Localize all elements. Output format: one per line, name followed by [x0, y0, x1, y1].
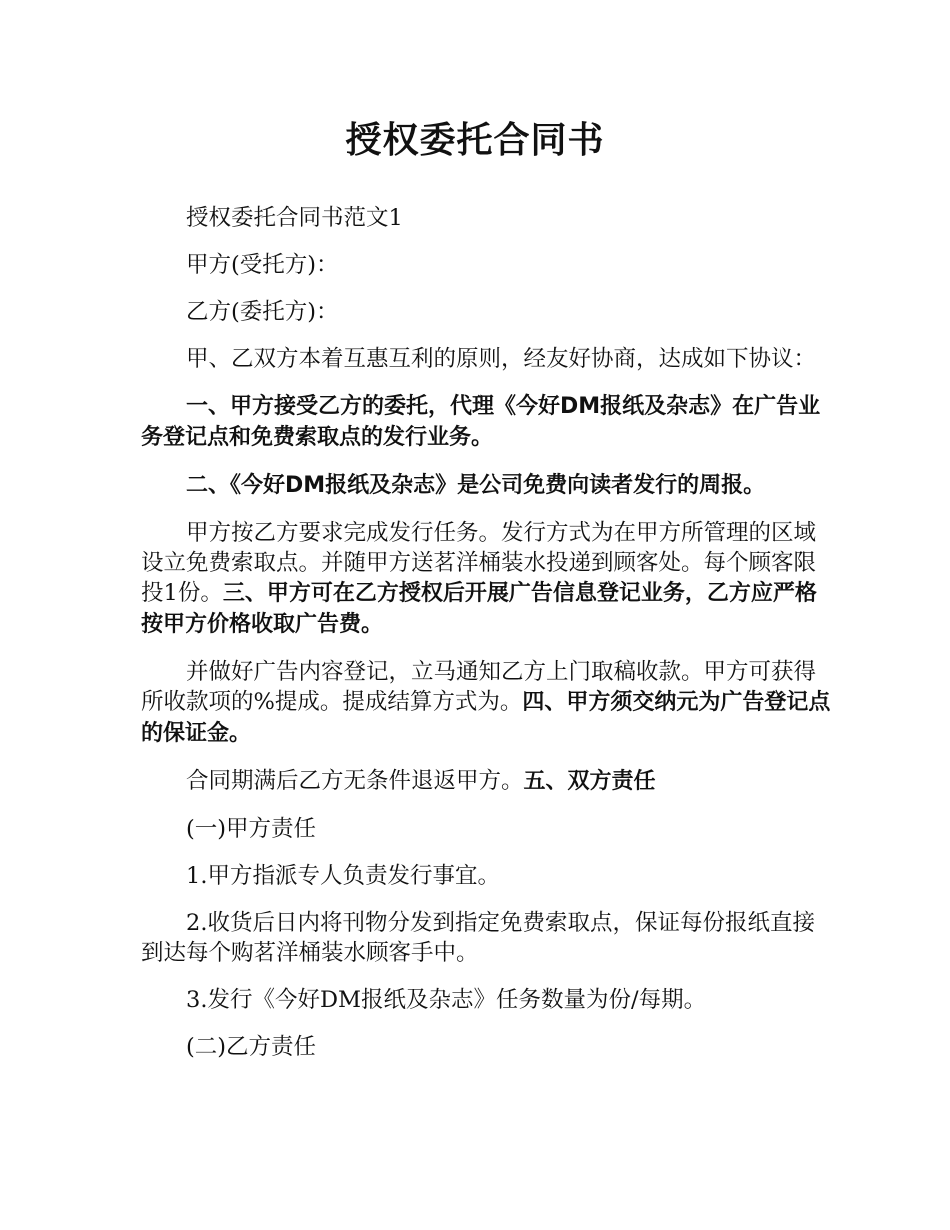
- paragraph: [141, 250, 831, 280]
- document-title: 授权委托合同书: [345, 120, 605, 161]
- paragraph-text: 授权委托合同书范文1: [186, 205, 403, 231]
- document-body: [141, 203, 831, 1079]
- paragraph-text: 甲方(受托方)：: [186, 252, 339, 278]
- paragraph: [141, 908, 831, 968]
- paragraph-bold-text: 一、甲方接受乙方的委托，代理《今好DM报纸及杂志》在广告业务登记点和免费索取点的发行业务。: [141, 394, 821, 450]
- paragraph: [141, 518, 831, 640]
- paragraph-text: 2.收货后日内将刊物分发到指定免费索取点，保证每份报纸直接到达每个购茗洋桶装水顾客手中。: [141, 910, 815, 966]
- paragraph: [141, 861, 831, 891]
- paragraph-text: 并做好广告内容登记，立马通知乙方上门取稿收款。甲方可获得所收款项的%提成。提成结算方式为。: [141, 659, 817, 715]
- paragraph: [141, 470, 831, 501]
- paragraph: [141, 985, 831, 1015]
- paragraph-bold-text: 三、甲方可在乙方授权后开展广告信息登记业务，乙方应严格按甲方价格收取广告费。: [141, 581, 817, 637]
- paragraph-text: 甲方按乙方要求完成发行任务。发行方式为在甲方所管理的区域设立免费索取点。并随甲方送茗洋桶装水投递到顾客处。每个顾客限投1份。: [141, 520, 817, 606]
- paragraph: [141, 1032, 831, 1062]
- paragraph-bold-text: 五、双方责任: [523, 769, 656, 794]
- paragraph: [141, 203, 831, 233]
- paragraph: [141, 297, 831, 327]
- paragraph-bold-text: 四、甲方须交纳元为广告登记点的保证金。: [141, 690, 831, 746]
- paragraph-text: (一)甲方责任: [186, 816, 317, 842]
- paragraph: [141, 766, 831, 797]
- paragraph-text: 3.发行《今好DM报纸及杂志》任务数量为份/每期。: [186, 987, 707, 1013]
- paragraph-text: 甲、乙双方本着互惠互利的原则，经友好协商，达成如下协议：: [186, 346, 817, 372]
- paragraph: [141, 814, 831, 844]
- paragraph: [141, 344, 831, 374]
- paragraph: [141, 657, 831, 749]
- paragraph-text: 乙方(委托方)：: [186, 299, 339, 325]
- paragraph-bold-text: 二、《今好DM报纸及杂志》是公司免费向读者发行的周报。: [186, 473, 766, 498]
- paragraph-text: (二)乙方责任: [186, 1034, 317, 1060]
- paragraph: [141, 391, 831, 453]
- paragraph-text: 合同期满后乙方无条件退返甲方。: [186, 768, 524, 794]
- paragraph-text: 1.甲方指派专人负责发行事宜。: [186, 863, 500, 889]
